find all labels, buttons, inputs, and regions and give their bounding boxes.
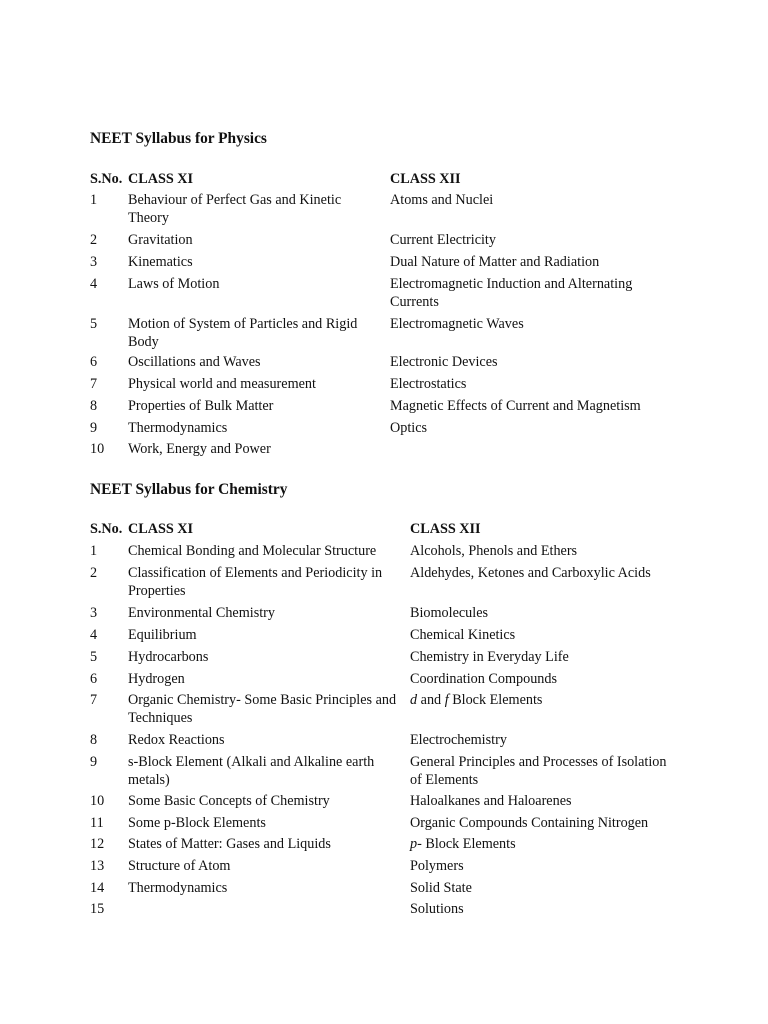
serial-number: 3: [90, 254, 98, 270]
serial-number: 11: [90, 815, 104, 831]
serial-number: 1: [90, 192, 98, 208]
class11-topic: Physical world and measurement: [128, 376, 316, 392]
class12-topic: Optics: [390, 420, 428, 436]
serial-number: 6: [90, 354, 98, 370]
serial-number: 5: [90, 649, 98, 665]
physics-sno-header: S.No.: [90, 171, 123, 187]
class12-topic: Electrochemistry: [410, 732, 507, 748]
class11-topic: s-Block Element (Alkali and Alkaline earth metals): [128, 754, 375, 788]
class12-topic: Dual Nature of Matter and Radiation: [390, 254, 600, 270]
serial-number: 15: [90, 901, 105, 917]
physics-section: [90, 130, 750, 470]
chemistry-section: [90, 481, 750, 921]
class11-topic: Gravitation: [128, 232, 193, 248]
physics-section-title: NEET Syllabus for Physics: [90, 130, 267, 147]
chemistry-class12-header: CLASS XII: [410, 521, 481, 537]
class11-topic: Hydrocarbons: [128, 649, 209, 665]
serial-number: 12: [90, 836, 105, 852]
class11-topic: Redox Reactions: [128, 732, 225, 748]
class11-topic: Motion of System of Particles and Rigid Body: [128, 316, 358, 350]
class12-topic-part: and: [417, 692, 445, 708]
class12-topic: [410, 836, 672, 854]
class12-topic: Atoms and Nuclei: [390, 192, 494, 208]
class12-topic: Alcohols, Phenols and Ethers: [410, 543, 578, 559]
serial-number: 6: [90, 671, 98, 687]
class11-topic: Properties of Bulk Matter: [128, 398, 274, 414]
serial-number: 5: [90, 316, 98, 332]
class12-topic: Organic Compounds Containing Nitrogen: [410, 815, 649, 831]
class11-topic: Classification of Elements and Periodicity in Properties: [128, 565, 383, 599]
serial-number: 8: [90, 398, 98, 414]
serial-number: 4: [90, 627, 98, 643]
serial-number: 2: [90, 565, 98, 581]
class11-topic: Chemical Bonding and Molecular Structure: [128, 543, 377, 559]
class12-topic: Electrostatics: [390, 376, 467, 392]
class12-topic: Electronic Devices: [390, 354, 498, 370]
class12-topic: Coordination Compounds: [410, 671, 558, 687]
class11-topic: Equilibrium: [128, 627, 197, 643]
class12-topic-part: Block Elements: [448, 692, 543, 708]
class12-topic: Solid State: [410, 880, 472, 896]
serial-number: 14: [90, 880, 105, 896]
class12-topic: General Principles and Processes of Isolation of Elements: [410, 754, 667, 788]
class12-topic: Solutions: [410, 901, 464, 917]
class12-topic: Electromagnetic Induction and Alternating Currents: [390, 276, 633, 310]
serial-number: 1: [90, 543, 98, 559]
class11-topic: Kinematics: [128, 254, 193, 270]
class11-topic: Oscillations and Waves: [128, 354, 261, 370]
serial-number: 7: [90, 692, 98, 708]
class11-topic: Environmental Chemistry: [128, 605, 275, 621]
class12-topic: Chemistry in Everyday Life: [410, 649, 569, 665]
chemistry-sno-header: S.No.: [90, 521, 123, 537]
class11-topic: Some Basic Concepts of Chemistry: [128, 793, 330, 809]
class12-topic: Electromagnetic Waves: [390, 316, 524, 332]
class12-topic: Polymers: [410, 858, 464, 874]
serial-number: 4: [90, 276, 98, 292]
class12-topic: Magnetic Effects of Current and Magnetism: [390, 398, 641, 414]
serial-number: 10: [90, 441, 105, 457]
physics-class12-header: CLASS XII: [390, 171, 461, 187]
class12-topic-part: d: [410, 692, 418, 708]
class11-topic: Hydrogen: [128, 671, 185, 687]
class12-topic: Aldehydes, Ketones and Carboxylic Acids: [410, 565, 651, 581]
serial-number: 2: [90, 232, 98, 248]
class11-topic: Work, Energy and Power: [128, 441, 271, 457]
serial-number: 9: [90, 754, 98, 770]
class12-topic: Chemical Kinetics: [410, 627, 516, 643]
serial-number: 7: [90, 376, 98, 392]
class12-topic: Current Electricity: [390, 232, 496, 248]
class11-topic: Organic Chemistry- Some Basic Principles and Techniques: [128, 692, 397, 726]
class11-topic: Some p-Block Elements: [128, 815, 266, 831]
class11-topic: Structure of Atom: [128, 858, 231, 874]
physics-class11-header: CLASS XI: [128, 171, 194, 187]
chemistry-section-title: NEET Syllabus for Chemistry: [90, 481, 288, 498]
class12-topic: Biomolecules: [410, 605, 489, 621]
class12-topic-part: f: [444, 692, 449, 708]
class12-topic: [410, 692, 672, 710]
chemistry-class11-header: CLASS XI: [128, 521, 194, 537]
class12-topic-part: p: [410, 836, 418, 852]
serial-number: 13: [90, 858, 105, 874]
serial-number: 8: [90, 732, 98, 748]
class12-topic-part: - Block Elements: [417, 836, 516, 852]
class11-topic: Laws of Motion: [128, 276, 220, 292]
serial-number: 10: [90, 793, 105, 809]
class11-topic: Thermodynamics: [128, 880, 228, 896]
class11-topic: Behaviour of Perfect Gas and Kinetic Theory: [128, 192, 342, 226]
class12-topic: Haloalkanes and Haloarenes: [410, 793, 572, 809]
serial-number: 3: [90, 605, 98, 621]
class11-topic: States of Matter: Gases and Liquids: [128, 836, 331, 852]
class11-topic: Thermodynamics: [128, 420, 228, 436]
serial-number: 9: [90, 420, 98, 436]
